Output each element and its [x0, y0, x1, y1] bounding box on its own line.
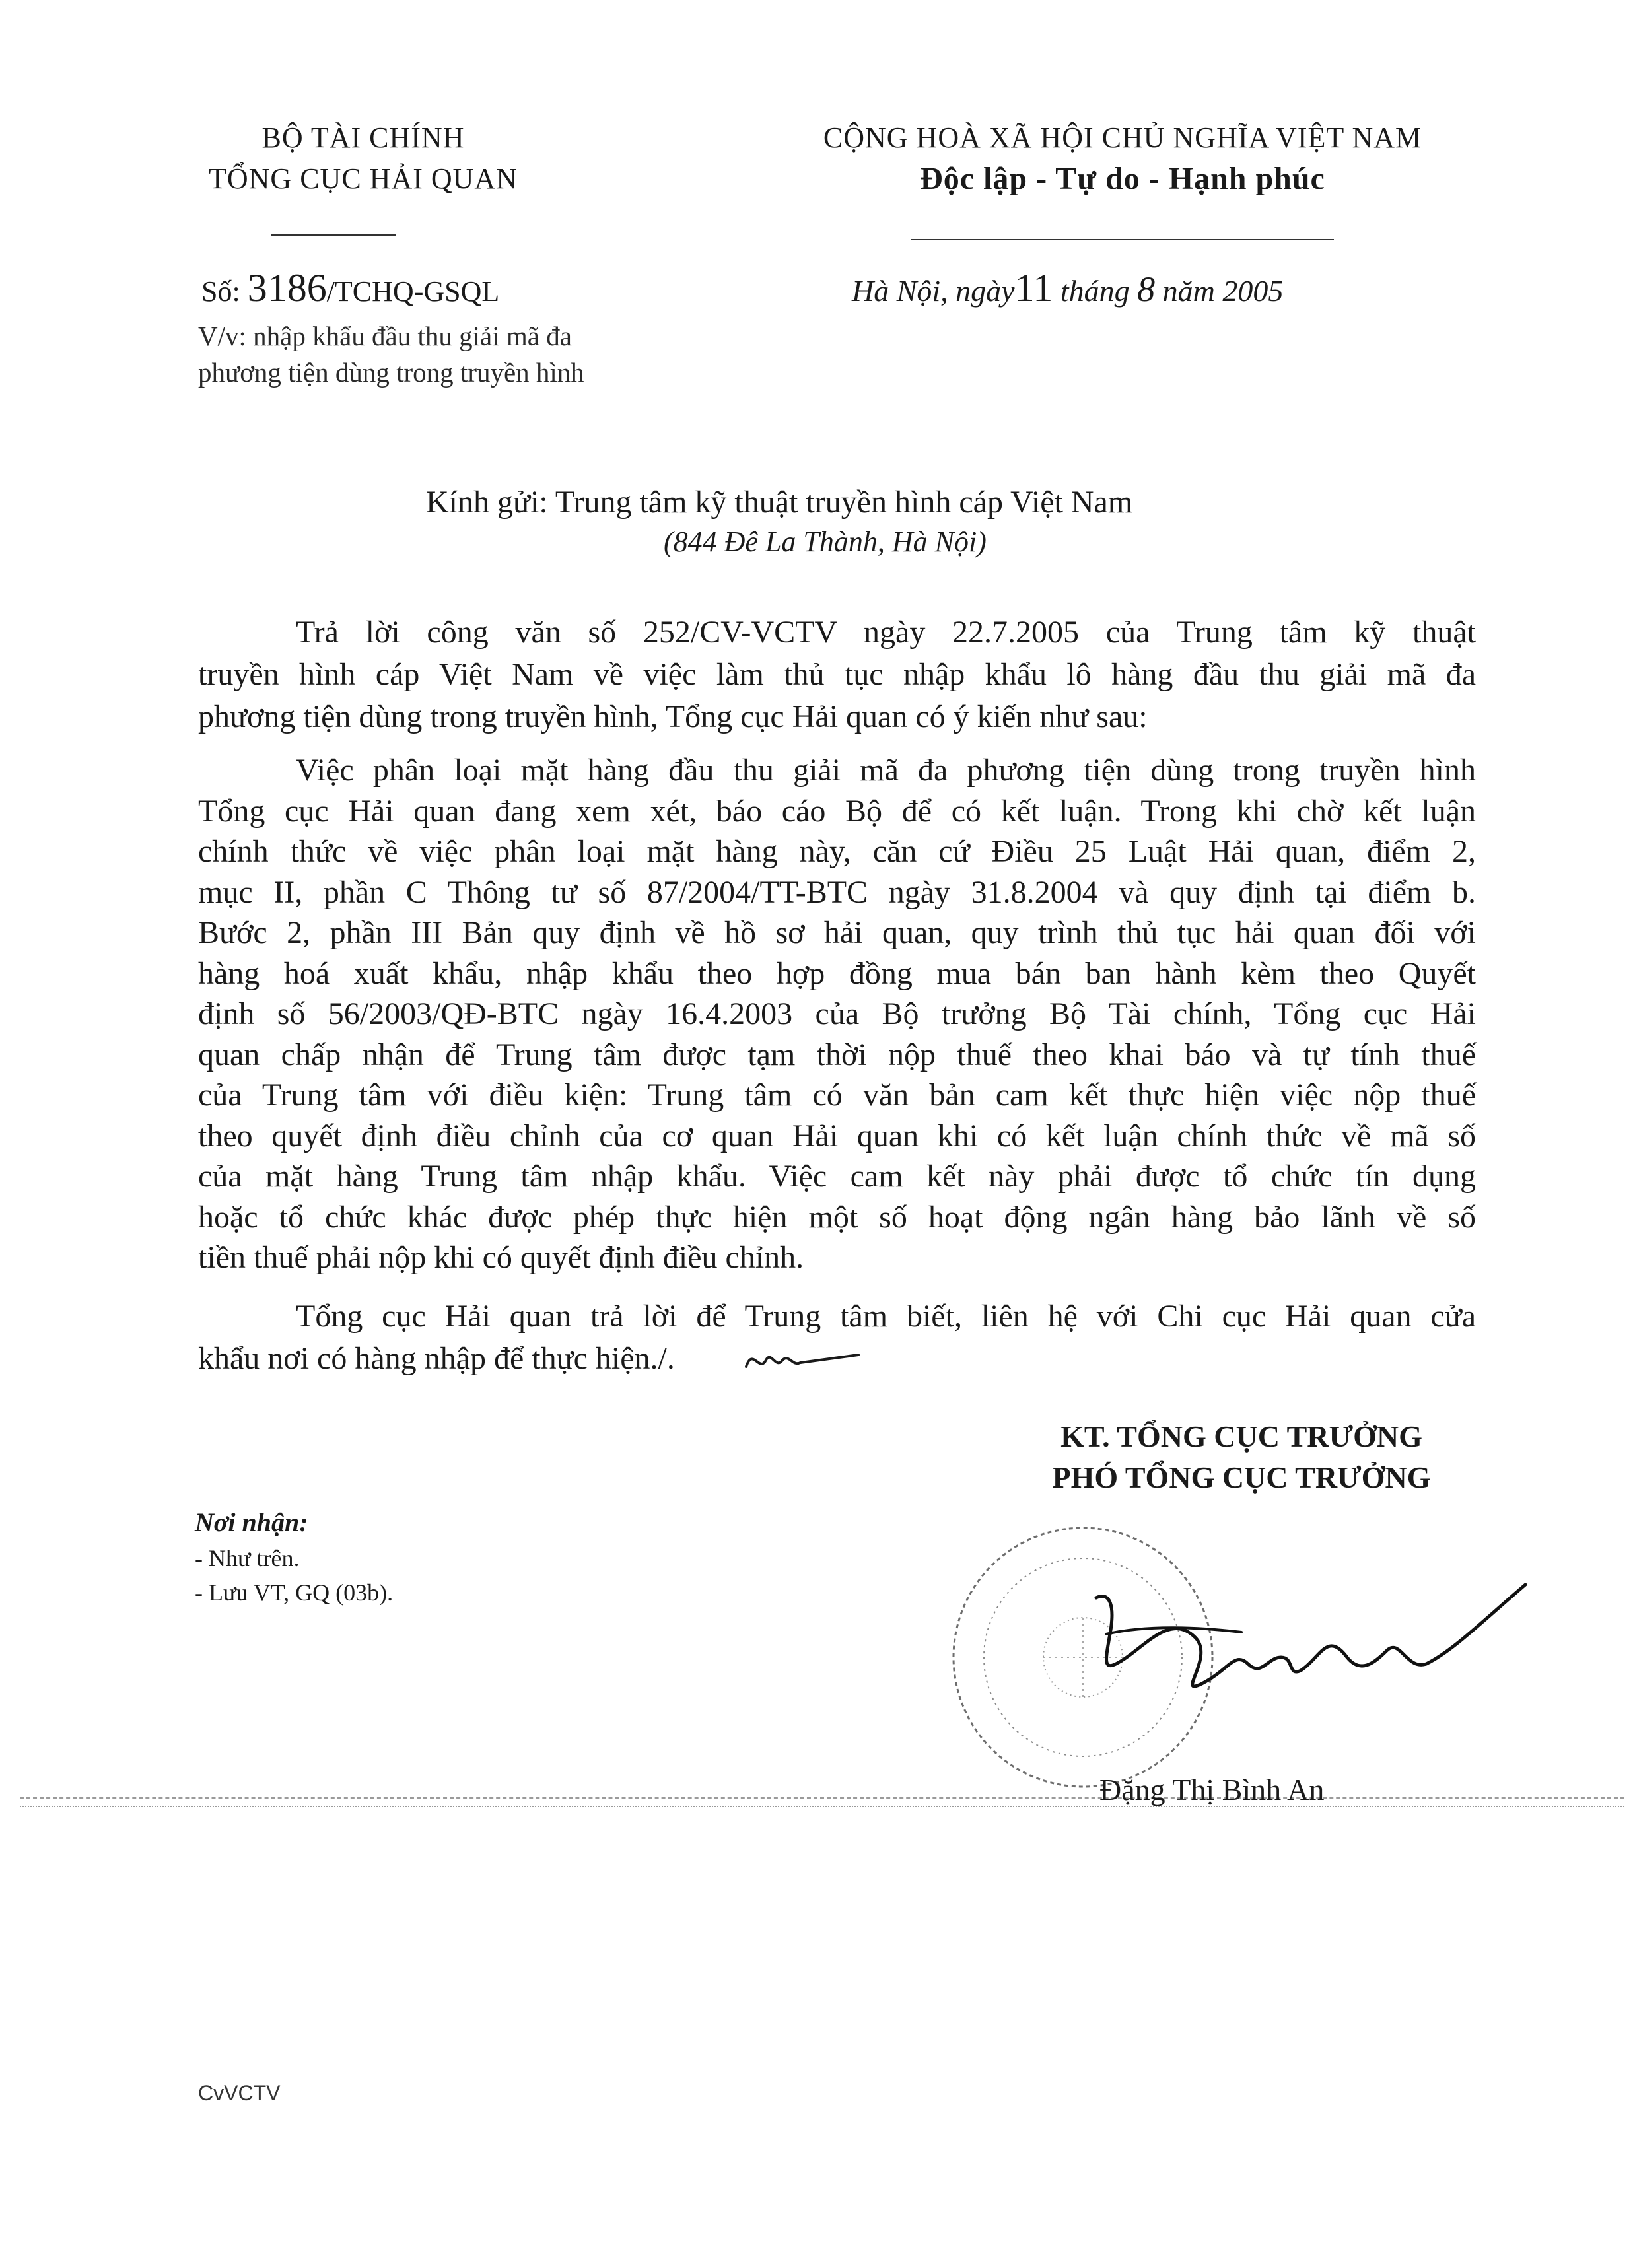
paragraph-2-line: mục II, phần C Thông tư số 87/2004/TT-BTC ngày 31.8.2004 và quy định tại điểm b.: [198, 874, 1476, 910]
department-name: TỔNG CỤC HẢI QUAN: [209, 162, 518, 195]
recipient-item: - Như trên.: [195, 1545, 300, 1571]
issue-date: [852, 264, 1283, 315]
footer-code: CvVCTV: [198, 2081, 281, 2105]
initials-flourish: [740, 1340, 872, 1387]
paragraph-3-line: Tổng cục Hải quan trả lời để Trung tâm biết, liên hệ với Chi cục Hải quan cửa: [296, 1299, 1476, 1334]
recipient-item: - Lưu VT, GQ (03b).: [195, 1579, 394, 1606]
signer-title-2: PHÓ TỔNG CỤC TRƯỞNG: [1052, 1460, 1431, 1494]
paragraph-2-line: của mặt hàng Trung tâm nhập khẩu. Việc cam kết này phải được tổ chức tín dụng: [198, 1159, 1476, 1194]
date-month: 8: [1137, 269, 1156, 309]
scan-artifact-line: [20, 1797, 1624, 1799]
recipient-line: Kính gửi: Trung tâm kỹ thuật truyền hình cáp Việt Nam: [426, 485, 1133, 520]
ministry-name: BỘ TÀI CHÍNH: [261, 121, 465, 154]
paragraph-2-line: hàng hoá xuất khẩu, nhập khẩu theo hợp đồng mua bán ban hành kèm theo Quyết: [198, 955, 1476, 991]
date-day: 11: [1014, 266, 1053, 310]
recipients-block: [195, 1504, 393, 1610]
signer-name: Đặng Thị Bình An: [1099, 1773, 1325, 1806]
date-year: năm 2005: [1162, 274, 1284, 308]
number-suffix: /TCHQ-GSQL: [326, 275, 500, 308]
subject-line-1: V/v: nhập khẩu đầu thu giải mã đa: [198, 321, 572, 351]
paragraph-1-line: truyền hình cáp Việt Nam về việc làm thủ tục nhập khẩu lô hàng đầu thu giải mã đa: [198, 657, 1476, 692]
paragraph-2-line: Tổng cục Hải quan đang xem xét, báo cáo Bộ để có kết luận. Trong khi chờ kết luận: [198, 793, 1476, 829]
subject-block: [198, 318, 584, 391]
national-motto: Độc lập - Tự do - Hạnh phúc: [920, 161, 1325, 196]
subject-line-2: phương tiện dùng trong truyền hình: [198, 357, 584, 388]
paragraph-2-line: Bước 2, phần III Bản quy định về hồ sơ hải quan, quy trình thủ tục hải quan đối với: [198, 915, 1476, 950]
motto-underline: [911, 239, 1334, 240]
paragraph-2-line: của Trung tâm với điều kiện: Trung tâm có văn bản cam kết thực hiện việc nộp thuế: [198, 1078, 1476, 1113]
paragraph-1-line: Trả lời công văn số 252/CV-VCTV ngày 22.7.2005 của Trung tâm kỹ thuật: [296, 615, 1476, 650]
paragraph-2-line: chính thức về việc phân loại mặt hàng này, căn cứ Điều 25 Luật Hải quan, điểm 2,: [198, 834, 1476, 869]
scan-artifact-line: [20, 1806, 1624, 1807]
paragraph-2-line: theo quyết định điều chỉnh của cơ quan Hải quan khi có kết luận chính thức về mã số: [198, 1118, 1476, 1153]
country-name: CỘNG HOÀ XÃ HỘI CHỦ NGHĨA VIỆT NAM: [823, 121, 1422, 154]
paragraph-1: [198, 611, 1476, 738]
paragraph-2-line: định số 56/2003/QĐ-BTC ngày 16.4.2003 của Bộ trưởng Bộ Tài chính, Tổng cục Hải: [198, 996, 1476, 1031]
paragraph-2-line: quan chấp nhận để Trung tâm được tạm thời nộp thuế theo khai báo và tự tính thuế: [198, 1037, 1476, 1072]
paragraph-2-line: hoặc tổ chức khác được phép thực hiện một số hoạt động ngân hàng bảo lãnh về số: [198, 1199, 1476, 1235]
signer-title: [990, 1416, 1492, 1498]
paragraph-3-line: khẩu nơi có hàng nhập để thực hiện./.: [198, 1341, 675, 1376]
date-month-label: tháng: [1060, 274, 1130, 308]
document-number: [201, 264, 499, 316]
date-place: Hà Nội, ngày: [852, 274, 1015, 308]
paragraph-1-line: phương tiện dùng trong truyền hình, Tổng cục Hải quan có ý kiến như sau:: [198, 699, 1148, 734]
handwritten-signature: [1070, 1558, 1532, 1756]
recipient-address: (844 Đê La Thành, Hà Nội): [664, 526, 987, 558]
national-heading: [759, 118, 1486, 199]
recipients-heading: Nơi nhận:: [195, 1507, 308, 1537]
paragraph-2-line: tiền thuế phải nộp khi có quyết định điều chỉnh.: [198, 1240, 804, 1275]
issuer-block: [165, 118, 561, 199]
issuer-underline: [271, 234, 396, 236]
paragraph-2: [198, 750, 1476, 1278]
paragraph-2-line: Việc phân loại mặt hàng đầu thu giải mã đa phương tiện dùng trong truyền hình: [296, 753, 1476, 788]
signer-title-1: KT. TỔNG CỤC TRƯỞNG: [1060, 1420, 1422, 1453]
number-label: Số:: [201, 275, 240, 308]
number-value: 3186: [247, 266, 327, 310]
